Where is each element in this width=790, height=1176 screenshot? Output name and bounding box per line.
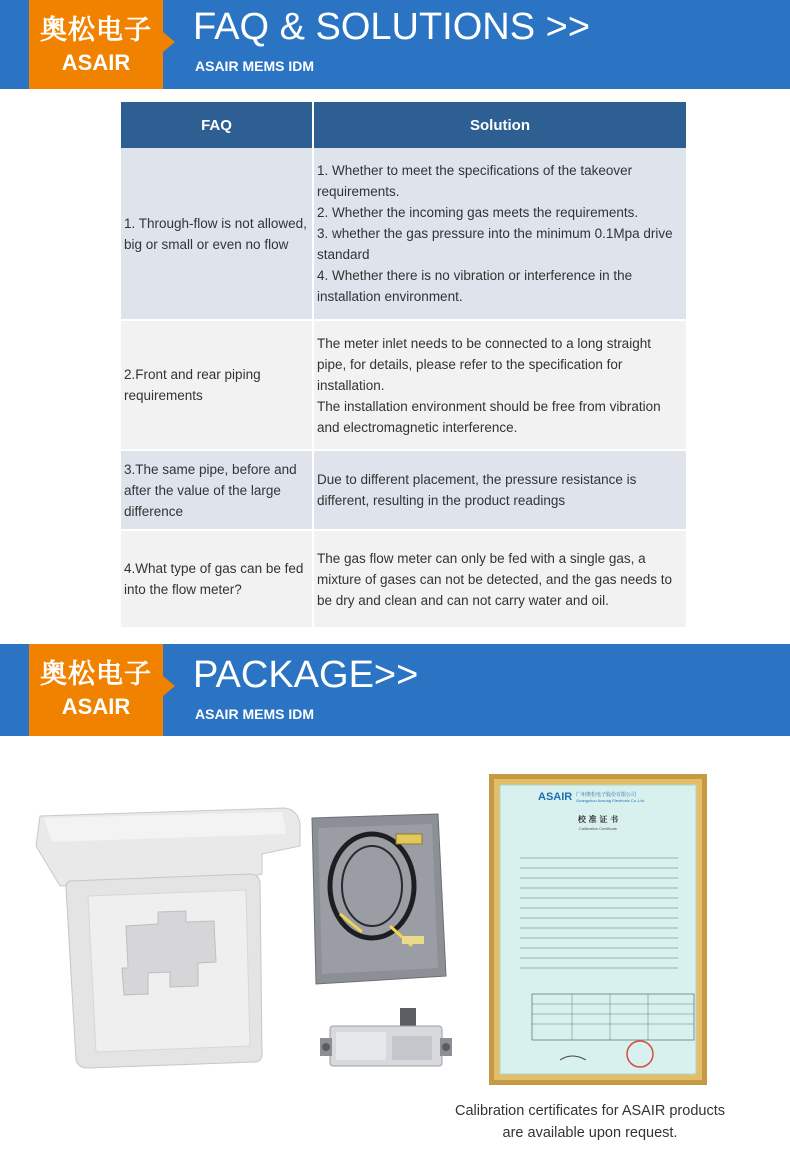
solution-line: 3. whether the gas pressure into the minimum 0.1Mpa drive standard — [317, 226, 673, 262]
brand-logo — [29, 644, 163, 736]
faq-question: 2.Front and rear piping requirements — [121, 320, 313, 450]
certificate-caption — [440, 1100, 740, 1144]
solution-line: 1. Whether to meet the specifications of the takeover requirements. — [317, 163, 633, 199]
certificate-logo: ASAIR — [538, 791, 573, 803]
arrow-icon — [163, 676, 175, 696]
section-title: FAQ & SOLUTIONS >> — [193, 6, 591, 48]
sealed-bag-illustration — [312, 814, 446, 984]
solution-line: 4. Whether there is no vibration or interference in the installation environment. — [317, 268, 633, 304]
certificate-title-en: Calibration Certificate — [578, 826, 618, 831]
arrow-icon — [163, 32, 175, 52]
faq-question: 3.The same pipe, before and after the value of the large difference — [121, 450, 313, 530]
table-row — [121, 450, 686, 530]
solution-line: Due to different placement, the pressure resistance is different, resulting in the product readings — [317, 472, 637, 508]
faq-solution — [313, 450, 686, 530]
table-header-row — [121, 102, 686, 148]
solution-line: The gas flow meter can only be fed with a single gas, a mixture of gases can not be detected, and the gas needs to be dry and clean and can not carry water and oil. — [317, 550, 672, 608]
brand-name-en: ASAIR — [61, 50, 131, 75]
faq-banner — [0, 0, 790, 89]
brand-logo — [29, 0, 163, 89]
certificate-company-cn: 广州奥松电子股份有限公司 — [576, 792, 637, 798]
faq-table — [121, 102, 686, 629]
faq-solution — [313, 320, 686, 450]
calibration-certificate — [489, 774, 707, 1085]
section-subtitle: ASAIR MEMS IDM — [195, 58, 314, 74]
brand-name-cn: 奥松电子 — [40, 15, 152, 46]
section-subtitle: ASAIR MEMS IDM — [195, 706, 314, 722]
faq-solution — [313, 530, 686, 628]
faq-question: 1. Through-flow is not allowed, big or small or even no flow — [121, 148, 313, 320]
certificate-title-cn: 校 准 证 书 — [577, 815, 619, 824]
table-row — [121, 148, 686, 320]
package-banner — [0, 644, 790, 736]
section-title: PACKAGE>> — [193, 654, 419, 696]
box-illustration — [36, 808, 300, 1068]
brand-name-en: ASAIR — [61, 694, 131, 719]
faq-question: 4.What type of gas can be fed into the flow meter? — [121, 530, 313, 628]
caption-line-2: are available upon request. — [502, 1125, 678, 1141]
solution-line: The installation environment should be free from vibration and electromagnetic interference. — [317, 398, 661, 435]
solution-line: The meter inlet needs to be connected to a long straight pipe, for details, please refer to the specification for installation. — [317, 335, 651, 393]
caption-line-1: Calibration certificates for ASAIR products — [455, 1103, 725, 1119]
brand-name-cn: 奥松电子 — [40, 659, 152, 690]
header-solution: Solution — [313, 102, 686, 148]
faq-solution — [313, 148, 686, 320]
table-row — [121, 530, 686, 628]
header-faq: FAQ — [121, 102, 313, 148]
certificate-company-en: Guangzhou Aosong Electronic Co.,Ltd. — [576, 798, 645, 803]
table-row — [121, 320, 686, 450]
flow-sensor-illustration — [320, 1008, 452, 1066]
solution-line: 2. Whether the incoming gas meets the requirements. — [317, 205, 639, 220]
